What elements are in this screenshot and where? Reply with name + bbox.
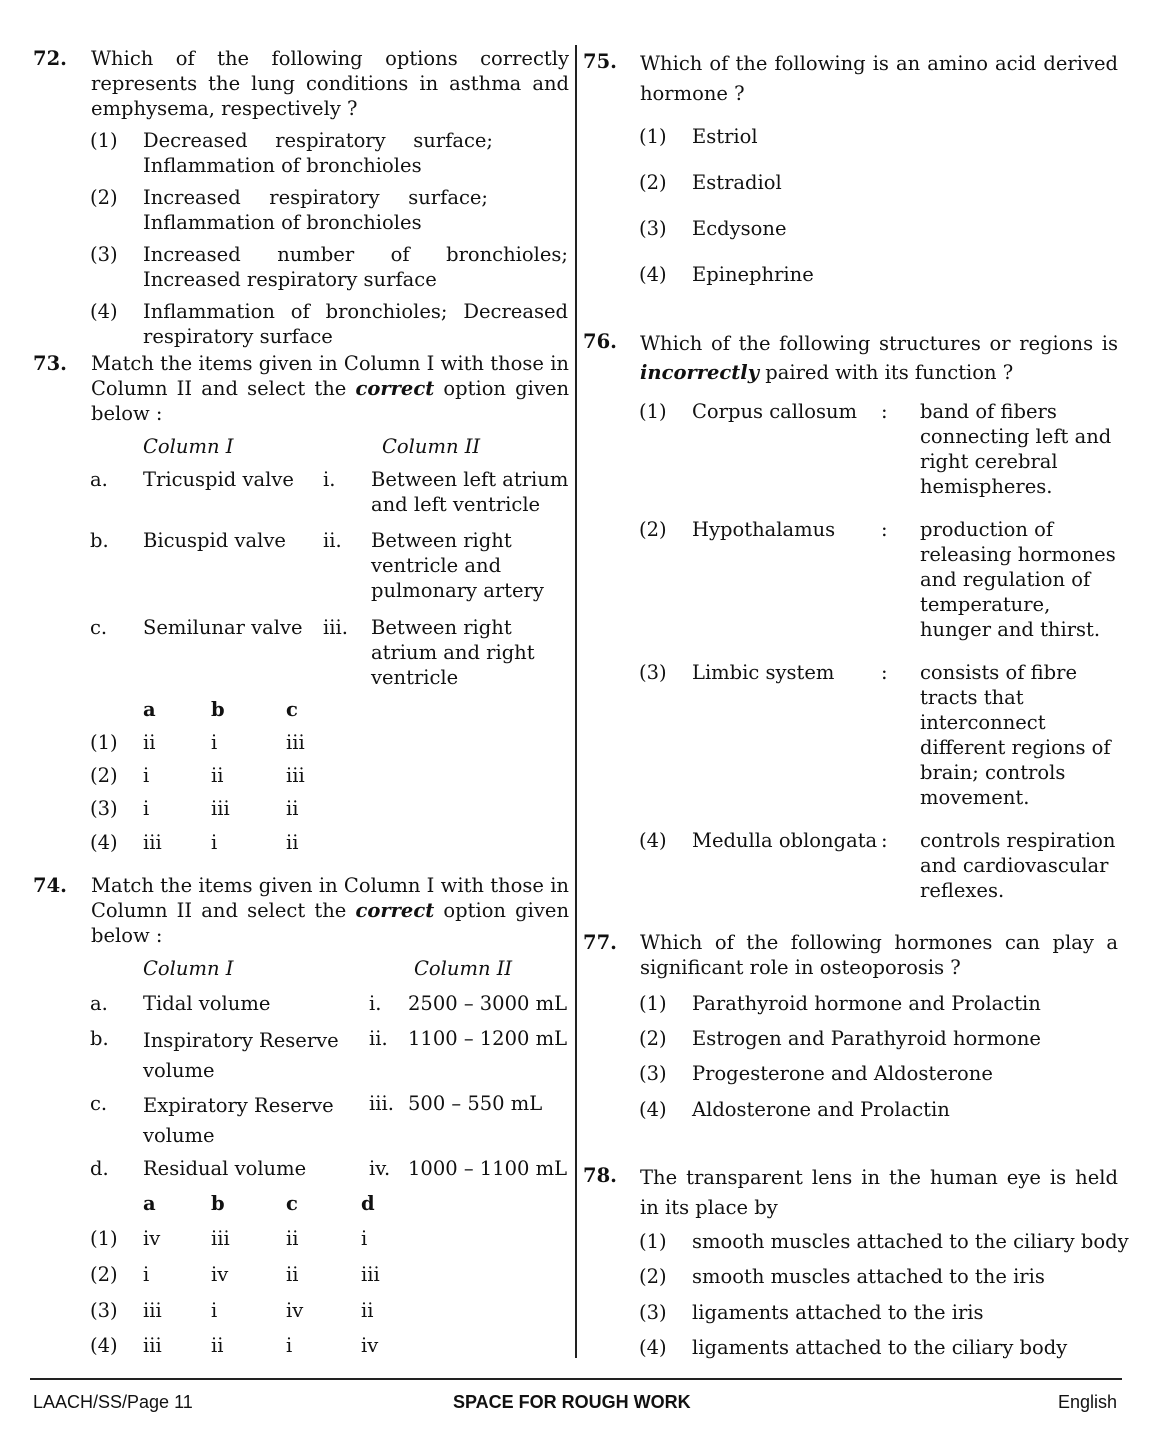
structure-name: Corpus callosum — [692, 400, 858, 423]
option-number: (2) — [639, 518, 667, 541]
option-number: (3) — [639, 1062, 667, 1085]
row-desc: Between left atrium and left ventricle — [371, 468, 569, 516]
option-number: (3) — [90, 243, 118, 266]
row-item: Inspiratory Reserve volume — [143, 1029, 339, 1082]
answer-cell: iii — [361, 1263, 380, 1286]
answer-cell: iii — [286, 764, 305, 787]
option-number: (4) — [639, 263, 667, 286]
option-text: Progesterone and Aldosterone — [692, 1062, 993, 1085]
answer-cell: i — [211, 831, 218, 854]
column-ii-header: Column II — [382, 435, 481, 458]
row-letter: c. — [90, 616, 108, 639]
row-roman: iii. — [369, 1092, 394, 1115]
option-number: (2) — [639, 1027, 667, 1050]
question-number: 78. — [583, 1164, 617, 1187]
question-number: 74. — [33, 874, 67, 897]
answer-head: b — [211, 698, 225, 721]
option-text: ligaments attached to the ciliary body — [692, 1336, 1068, 1359]
answer-option-number: (4) — [90, 831, 118, 854]
question-text: The transparent lens in the human eye is held in its place by — [640, 1166, 1118, 1219]
separator: : — [881, 661, 888, 684]
answer-cell: i — [286, 1334, 293, 1357]
option-text: Estriol — [692, 125, 758, 148]
answer-cell: i — [143, 797, 150, 820]
row-item: Semilunar valve — [143, 616, 303, 639]
answer-cell: iii — [211, 797, 230, 820]
answer-option-number: (4) — [90, 1334, 118, 1357]
footer-page-code: LAACH/SS/Page 11 — [33, 1392, 193, 1412]
question-number: 76. — [583, 330, 617, 353]
row-item: Residual volume — [143, 1157, 307, 1180]
question-number: 77. — [583, 931, 617, 954]
answer-head: a — [143, 698, 156, 721]
answer-cell: ii — [361, 1299, 374, 1322]
footer-rule — [30, 1378, 1122, 1380]
question-text: Which of the following options correctly represents the lung conditions in asthma and emphysema, respectively ? — [91, 47, 569, 120]
row-roman: ii. — [369, 1027, 388, 1050]
row-item: Expiratory Reserve volume — [143, 1094, 334, 1147]
row-item: Tricuspid valve — [143, 468, 294, 491]
answer-cell: iv — [286, 1299, 304, 1322]
option-text: smooth muscles attached to the iris — [692, 1265, 1045, 1288]
row-desc: 1000 – 1100 mL — [408, 1157, 568, 1180]
row-desc: 2500 – 3000 mL — [408, 992, 568, 1015]
row-roman: iii. — [323, 616, 348, 639]
row-letter: c. — [90, 1092, 108, 1115]
answer-cell: i — [143, 764, 150, 787]
row-desc: 1100 – 1200 mL — [408, 1027, 568, 1050]
option-number: (4) — [639, 1336, 667, 1359]
separator: : — [881, 518, 888, 541]
question-text: Which of the following structures or regions is incorrectly paired with its function ? — [640, 332, 1118, 384]
column-i-header: Column I — [143, 957, 234, 980]
answer-head: a — [143, 1192, 156, 1215]
answer-cell: iii — [143, 831, 162, 854]
structure-name: Medulla oblongata — [692, 829, 878, 852]
structure-function: consists of fibre tracts that interconnect different regions of brain; controls movement. — [920, 661, 1111, 809]
row-letter: d. — [90, 1157, 109, 1180]
row-item: Tidal volume — [143, 992, 271, 1015]
structure-function: band of fibers connecting left and right cerebral hemispheres. — [920, 400, 1112, 498]
answer-cell: iv — [361, 1334, 379, 1357]
option-text: Estradiol — [692, 171, 782, 194]
row-roman: i. — [323, 468, 336, 491]
row-item: Bicuspid valve — [143, 529, 286, 552]
option-number: (4) — [639, 829, 667, 852]
answer-cell: iv — [143, 1227, 161, 1250]
answer-cell: ii — [286, 831, 299, 854]
option-number: (1) — [639, 125, 667, 148]
question-number: 73. — [33, 352, 67, 375]
structure-function: controls respiration and cardiovascular reflexes. — [920, 829, 1116, 902]
column-i-header: Column I — [143, 435, 234, 458]
option-number: (1) — [639, 400, 667, 423]
answer-cell: iv — [211, 1263, 229, 1286]
answer-cell: iii — [143, 1334, 162, 1357]
answer-cell: iii — [143, 1299, 162, 1322]
answer-cell: i — [211, 731, 218, 754]
row-desc: Between right atrium and right ventricle — [371, 616, 535, 689]
row-letter: a. — [90, 992, 108, 1015]
row-roman: ii. — [323, 529, 342, 552]
answer-cell: ii — [211, 1334, 224, 1357]
answer-option-number: (1) — [90, 731, 118, 754]
option-text: Ecdysone — [692, 217, 787, 240]
column-divider — [575, 45, 577, 1358]
column-ii-header: Column II — [414, 957, 513, 980]
footer-rough-work: SPACE FOR ROUGH WORK — [453, 1392, 691, 1412]
row-desc: 500 – 550 mL — [408, 1092, 543, 1115]
row-letter: a. — [90, 468, 108, 491]
answer-cell: ii — [286, 1263, 299, 1286]
option-text: smooth muscles attached to the ciliary body — [692, 1230, 1129, 1253]
answer-cell: i — [211, 1299, 218, 1322]
answer-option-number: (2) — [90, 764, 118, 787]
answer-option-number: (2) — [90, 1263, 118, 1286]
answer-cell: iii — [286, 731, 305, 754]
option-number: (2) — [639, 1265, 667, 1288]
emphasis-text: correct — [355, 377, 435, 400]
emphasis-text: correct — [355, 899, 435, 922]
structure-name: Hypothalamus — [692, 518, 836, 541]
answer-cell: ii — [286, 1227, 299, 1250]
row-roman: iv. — [369, 1157, 391, 1180]
footer-language: English — [1058, 1392, 1118, 1412]
answer-cell: i — [361, 1227, 368, 1250]
option-text: Increased number of bronchioles; Increased respiratory surface — [143, 243, 568, 291]
answer-cell: ii — [286, 797, 299, 820]
option-number: (4) — [639, 1098, 667, 1121]
question-text: Which of the following is an amino acid derived hormone ? — [640, 52, 1118, 105]
row-letter: b. — [90, 529, 109, 552]
answer-cell: i — [143, 1263, 150, 1286]
option-text: ligaments attached to the iris — [692, 1301, 984, 1324]
row-letter: b. — [90, 1027, 109, 1050]
question-text: Match the items given in Column I with those in Column II and select the correct option given below : — [91, 352, 570, 425]
option-number: (3) — [639, 661, 667, 684]
option-number: (4) — [90, 300, 118, 323]
row-desc: Between right ventricle and pulmonary artery — [371, 529, 544, 602]
question-number: 75. — [583, 50, 617, 73]
option-number: (1) — [639, 1230, 667, 1253]
option-text: Inflammation of bronchioles; Decreased respiratory surface — [143, 300, 568, 348]
option-number: (1) — [90, 129, 118, 152]
emphasis-text: incorrectly — [640, 361, 760, 384]
option-text: Epinephrine — [692, 263, 814, 286]
answer-cell: iii — [211, 1227, 230, 1250]
answer-cell: ii — [211, 764, 224, 787]
separator: : — [881, 400, 888, 423]
option-number: (3) — [639, 1301, 667, 1324]
question-text: Match the items given in Column I with those in Column II and select the correct option given below : — [91, 874, 570, 947]
answer-cell: ii — [143, 731, 156, 754]
option-text: Estrogen and Parathyroid hormone — [692, 1027, 1041, 1050]
option-number: (2) — [90, 186, 118, 209]
answer-head: b — [211, 1192, 225, 1215]
question-text: Which of the following hormones can play a significant role in osteoporosis ? — [640, 931, 1118, 979]
answer-option-number: (3) — [90, 1299, 118, 1322]
question-number: 72. — [33, 47, 67, 70]
answer-option-number: (1) — [90, 1227, 118, 1250]
option-number: (2) — [639, 171, 667, 194]
answer-head: c — [286, 698, 298, 721]
option-number: (1) — [639, 992, 667, 1015]
answer-head: d — [361, 1192, 375, 1215]
option-text: Aldosterone and Prolactin — [692, 1098, 950, 1121]
option-text: Parathyroid hormone and Prolactin — [692, 992, 1041, 1015]
answer-option-number: (3) — [90, 797, 118, 820]
row-roman: i. — [369, 992, 382, 1015]
answer-head: c — [286, 1192, 298, 1215]
structure-function: production of releasing hormones and regulation of temperature, hunger and thirst. — [920, 518, 1116, 641]
option-text: Increased respiratory surface; Inflammation of bronchioles — [143, 186, 488, 234]
separator: : — [881, 829, 888, 852]
option-text: Decreased respiratory surface; Inflammation of bronchioles — [143, 129, 493, 177]
option-number: (3) — [639, 217, 667, 240]
structure-name: Limbic system — [692, 661, 835, 684]
